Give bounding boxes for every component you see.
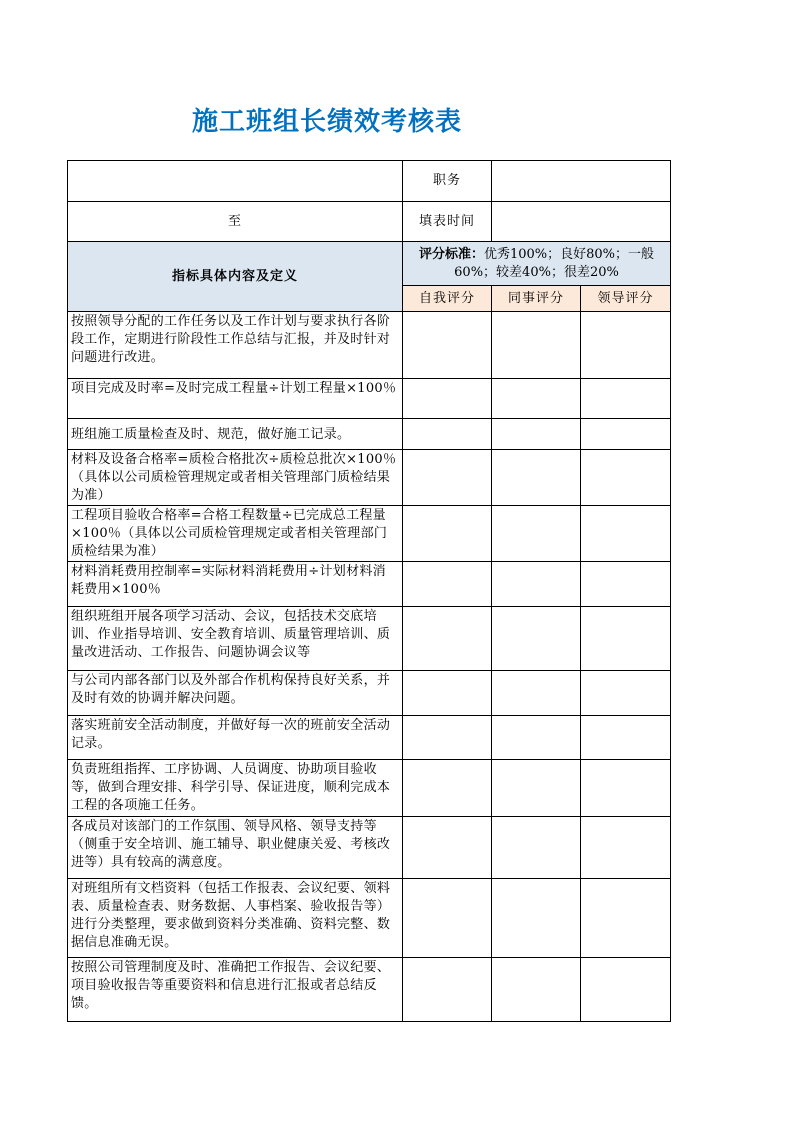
table-row [68,671,671,716]
table-row [68,562,671,607]
indicator-text: 按照领导分配的工作任务以及工作计划与要求执行各阶段工作，定期进行阶段性工作总结与汇报，并及时针对问题进行改进。 [68,312,403,379]
position-value-cell[interactable] [492,161,671,202]
table-row [68,817,671,879]
leader-score-header: 领导评分 [581,286,671,312]
table-row [68,419,671,450]
self-score-cell[interactable] [403,562,492,607]
peer-score-cell[interactable] [492,879,581,958]
peer-score-cell[interactable] [492,817,581,879]
fill-date-label: 填表时间 [403,202,492,242]
leader-score-cell[interactable] [581,450,671,506]
indicator-text: 按照公司管理制度及时、准确把工作报告、会议纪要、项目验收报告等重要资料和信息进行汇报或者总结反馈。 [68,958,403,1022]
table-row [68,312,671,379]
leader-score-cell[interactable] [581,760,671,817]
table-row [68,607,671,671]
self-score-cell[interactable] [403,879,492,958]
leader-score-cell[interactable] [581,312,671,379]
peer-score-cell[interactable] [492,379,581,419]
indicator-text: 项目完成及时率=及时完成工程量÷计划工程量×100％ [68,379,403,419]
self-score-cell[interactable] [403,817,492,879]
indicator-text: 各成员对该部门的工作氛围、领导风格、领导支持等（侧重于安全培训、施工辅导、职业健康关爱、考核改进等）具有较高的满意度。 [68,817,403,879]
peer-score-cell[interactable] [492,450,581,506]
peer-score-cell[interactable] [492,671,581,716]
table-row [68,379,671,419]
table-row [68,760,671,817]
criteria-label: 评分标准： [418,246,484,262]
date-range-cell[interactable]: 至 [68,202,403,242]
self-score-cell[interactable] [403,379,492,419]
peer-score-header: 同事评分 [492,286,581,312]
page-title: 施工班组长绩效考核表 [192,107,463,137]
leader-score-cell[interactable] [581,506,671,562]
table-row [68,958,671,1022]
leader-score-cell[interactable] [581,958,671,1022]
self-score-cell[interactable] [403,419,492,450]
table-row [68,450,671,506]
indicator-text: 落实班前安全活动制度，并做好每一次的班前安全活动记录。 [68,716,403,760]
info-left-cell[interactable] [68,161,403,202]
indicator-text [68,607,403,671]
indicator-text: 材料消耗费用控制率=实际材料消耗费用÷计划材料消耗费用×100％ [68,562,403,607]
indicator-text: 与公司内部各部门以及外部合作机构保持良好关系，并及时有效的协调并解决问题。 [68,671,403,716]
fill-date-value-cell[interactable] [492,202,671,242]
self-score-cell[interactable] [403,671,492,716]
self-score-cell[interactable] [403,760,492,817]
indicator-text: 负责班组指挥、工序协调、人员调度、协助项目验收等，做到合理安排、科学引导、保证进度，顺利完成本工程的各项施工任务。 [68,760,403,817]
self-score-cell[interactable] [403,607,492,671]
leader-score-cell[interactable] [581,879,671,958]
peer-score-cell[interactable] [492,506,581,562]
header-row-criteria [68,242,671,286]
leader-score-cell[interactable] [581,607,671,671]
self-score-cell[interactable] [403,312,492,379]
peer-score-cell[interactable] [492,607,581,671]
leader-score-cell[interactable] [581,419,671,450]
leader-score-cell[interactable] [581,562,671,607]
self-score-cell[interactable] [403,716,492,760]
self-score-header: 自我评分 [403,286,492,312]
peer-score-cell[interactable] [492,419,581,450]
table-row [68,506,671,562]
indicator-text: 材料及设备合格率=质检合格批次÷质检总批次×100％（具体以公司质检管理规定或者相关管理部门质检结果为准） [68,450,403,506]
table-row [68,879,671,958]
peer-score-cell[interactable] [492,958,581,1022]
indicator-header: 指标具体内容及定义 [68,242,403,312]
position-label: 职务 [403,161,492,202]
self-score-cell[interactable] [403,958,492,1022]
self-score-cell[interactable] [403,506,492,562]
info-row-position [68,161,671,202]
table-row [68,716,671,760]
indicator-text: 班组施工质量检查及时、规范，做好施工记录。 [68,419,403,450]
leader-score-cell[interactable] [581,671,671,716]
indicator-text: 对班组所有文档资料（包括工作报表、会议纪要、领料表、质量检查表、财务数据、人事档案、验收报告等）进行分类整理，要求做到资料分类准确、资料完整、数据信息准确无误。 [68,879,403,958]
peer-score-cell[interactable] [492,562,581,607]
leader-score-cell[interactable] [581,716,671,760]
indicator-text-clip: 组织班组开展各项学习活动、会议，包括技术交底培训、作业指导培训、安全教育培训、质量管理培训、质量改进活动、工作报告、问题协调会议等 [71,609,391,660]
info-row-fill-date [68,202,671,242]
peer-score-cell[interactable] [492,312,581,379]
leader-score-cell[interactable] [581,817,671,879]
leader-score-cell[interactable] [581,379,671,419]
peer-score-cell[interactable] [492,716,581,760]
peer-score-cell[interactable] [492,760,581,817]
evaluation-table [67,160,671,1022]
criteria-text: 优秀100%；良好80%；一般60%；较差40%；很差20% [454,246,655,280]
indicator-text: 工程项目验收合格率=合格工程数量÷已完成总工程量×100％（具体以公司质检管理规定或者相关管理部门质检结果为准） [68,506,403,562]
self-score-cell[interactable] [403,450,492,506]
scoring-criteria [403,242,671,286]
